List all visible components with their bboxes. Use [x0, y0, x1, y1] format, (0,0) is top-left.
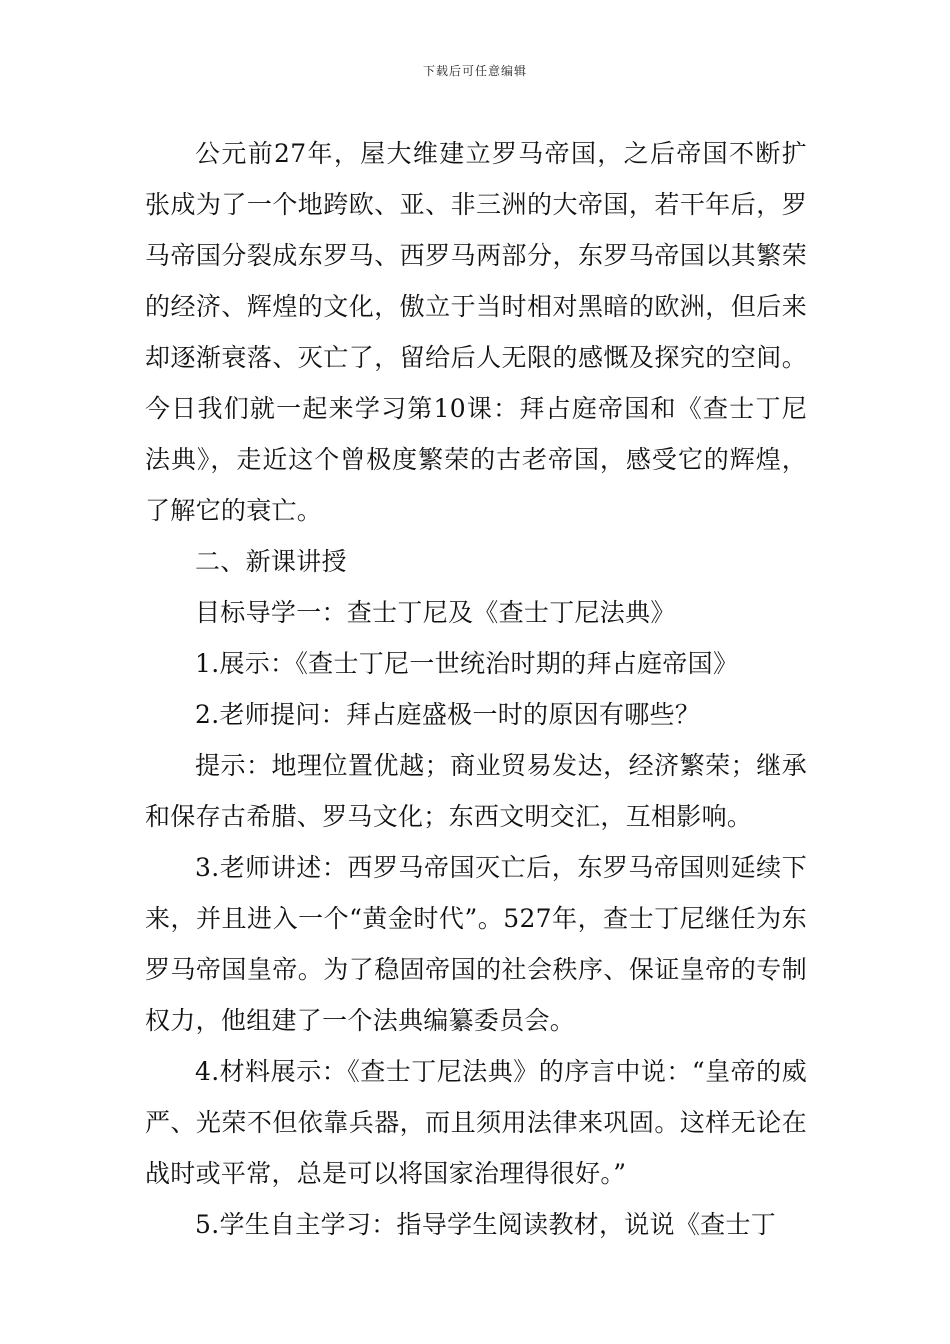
list-item-3: 3.老师讲述：西罗马帝国灭亡后，东罗马帝国则延续下来，并且进入一个“黄金时代”。527年，查士丁尼继任为东罗马帝国皇帝。为了稳固帝国的社会秩序、保证皇帝的专制权力，他组建了一个法典编纂委员会。 — [145, 853, 807, 1035]
goal-heading: 目标导学一：查士丁尼及《查士丁尼法典》 — [195, 598, 676, 627]
intro-paragraph: 公元前27年，屋大维建立罗马帝国，之后帝国不断扩张成为了一个地跨欧、亚、非三洲的大帝国，若干年后，罗马帝国分裂成东罗马、西罗马两部分，东罗马帝国以其繁荣的经济、辉煌的文化，傲立于当时相对黑暗的欧洲，但后来却逐渐衰落、灭亡了，留给后人无限的感慨及探究的空间。今日我们就一起来学习第10课：拜占庭帝国和《查士丁尼法典》，走近这个曾极度繁荣的古老帝国，感受它的辉煌，了解它的衰亡。 — [145, 139, 807, 525]
hint-paragraph: 提示：地理位置优越；商业贸易发达，经济繁荣；继承和保存古希腊、罗马文化；东西文明交汇，互相影响。 — [145, 751, 807, 831]
page-header: 下载后可任意编辑 — [422, 64, 527, 78]
document-body — [145, 128, 807, 1250]
list-item-4: 4.材料展示：《查士丁尼法典》的序言中说：“皇帝的威严、光荣不但依靠兵器，而且须用法律来巩固。这样无论在战时或平常，总是可以将国家治理得很好。” — [145, 1057, 807, 1188]
list-item-2: 2.老师提问：拜占庭盛极一时的原因有哪些？ — [195, 700, 701, 729]
list-item-1: 1.展示：《查士丁尼一世统治时期的拜占庭帝国》 — [195, 649, 739, 678]
section-heading: 二、新课讲授 — [195, 547, 347, 576]
list-item-5: 5.学生自主学习：指导学生阅读教材，说说《查士丁 — [195, 1210, 777, 1239]
